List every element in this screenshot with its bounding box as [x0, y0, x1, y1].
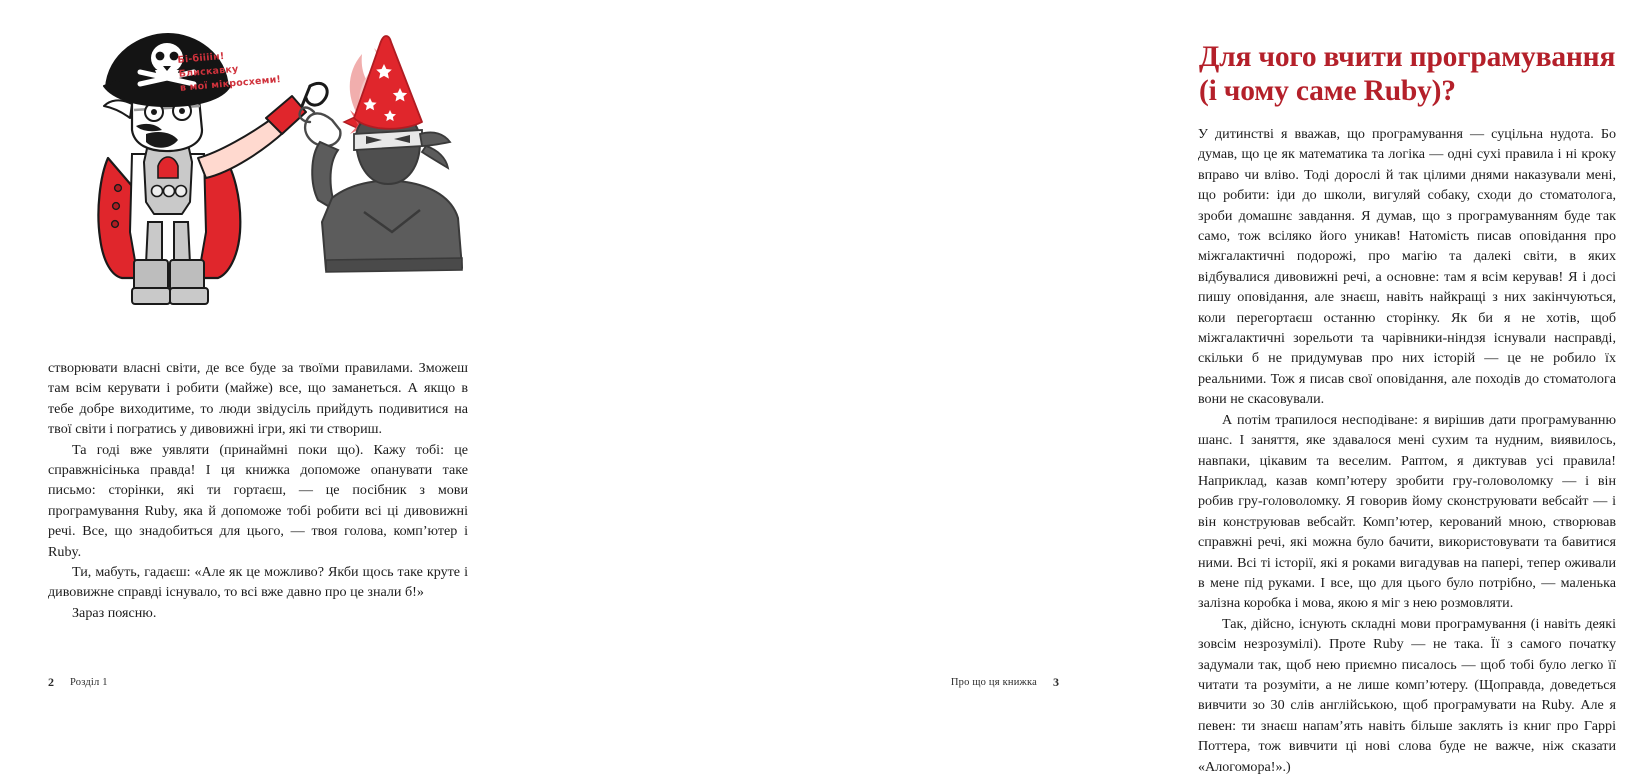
- right-page: [553, 0, 1616, 775]
- right-page-footer: [951, 662, 1059, 702]
- paragraph: Ти, мабуть, гадаєш: «Але як це можливо? Якби щось таке круте і дивовижне справді існувало, то всі вже давно про це знали б!»: [48, 564, 468, 601]
- running-head: Розділ 1: [70, 676, 108, 688]
- chapter-illustration: [70, 26, 510, 346]
- paragraph: Зараз поясню.: [72, 604, 157, 621]
- right-column-body: [1198, 124, 1616, 777]
- hook-hand: [302, 83, 327, 106]
- left-column-body: [48, 358, 468, 623]
- paragraph: створювати власні світи, де все буде за твоїми правилами. Зможеш там всім керувати і робити (майже) все, що заманеться. А якщо в тебе добре виходитиме, то люди звідусіль прийдуть подивитися на твої світи і погратись у дивовижні ігри, які ти створиш.: [48, 360, 468, 438]
- paragraph: А потім трапилося несподіване: я вирішив дати програмуванню шанс. І заняття, яке здавалося мені сухим та нудним, виявилось, навпаки, цікавим та веселим. Раптом, я диктував усі правила! Наприклад, казав комп’ютеру зробити гру-головоломку — і він робив гру-головоломку. Я говорив йому сконструювати вебсайт — і він конструював вебсайт. Комп’ютер, керований мною, створював справжні речі, які можна було бачити, використовувати та бавитися ними. Всі ті історії, які я роками вигадував на папері, тепер оживали в мене під руками. І все, що для цього було потрібно, — маленька залізна коробка і мова, якою я міг з нею розмовляти.: [1198, 411, 1616, 612]
- paragraph: У дитинстві я вважав, що програмування — суцільна нудота. Бо думав, що це як математика та логіка — одні сухі правила і ні кроку вправо чи вліво. Тоді дорослі й так цілими днями наказували мені, що робити: іди до школи, вигуляй собаку, сходи до стоматолога, зроби домашнє завдання. Я думав, що з програмуванням буде так само, тож всіляко його уникав! Натомість писав оповідання про міжгалактичні подорожі, про магію та далекі світи, в яких відбувалися дивовижні речі, а основне: там я всім керував! Я і досі пишу оповідання, але знаєш, навіть найкращі з них закінчуються, коли перегортаєш останню сторінку. Як би я не хотів, щоб міжгалактичні зорельоти та чарівники-ніндзя існували насправді, скільки б не придумував про них історій — це не робило їх реальними. Тож я писав свої оповідання, але походів до стоматолога вони не скасовували.: [1198, 126, 1616, 408]
- paragraph: Та годі вже уявляти (принаймні поки що). Кажу тобі: це справжнісінька правда! І ця книжка допоможе опанувати таке письмо: сторінки, які ти гортаєш, — це посібник з мови програмування Ruby, яка й допоможе тобі робити всі ці дивовижні речі. Все, що знадобиться для цього, — твоя голова, комп’ютер і Ruby.: [48, 441, 468, 560]
- left-page-footer: [48, 662, 108, 702]
- page-number: 3: [1053, 674, 1059, 689]
- speech-bubble-text: Бі-біііін! Блискавку в мої мікросхеми!: [177, 50, 282, 94]
- page-number: 2: [48, 674, 54, 689]
- left-page: [0, 0, 552, 720]
- chapter-title: Для чого вчити програмування (і чому саме Ruby)?: [1199, 41, 1616, 107]
- paragraph: Так, дійсно, існують складні мови програмування (і навіть деякі зовсім незрозумілі). Проте Ruby — не така. Її з самого початку задумали так, щоб нею приємно писалось — щоб тобі було легко її читати та розуміти, а не лише комп’ютеру. (Щоправда, доведеться вивчити зо 30 слів англійською, щоб програмувати на Ruby. Але я певен: ти знаєш напам’ять навіть більше заклять із книг про Гаррі Поттера, тож вивчити ці нові слова буде не важче, ніж сказати «Алогомора!».): [1198, 615, 1616, 775]
- running-head: Про що ця книжка: [950, 676, 1037, 688]
